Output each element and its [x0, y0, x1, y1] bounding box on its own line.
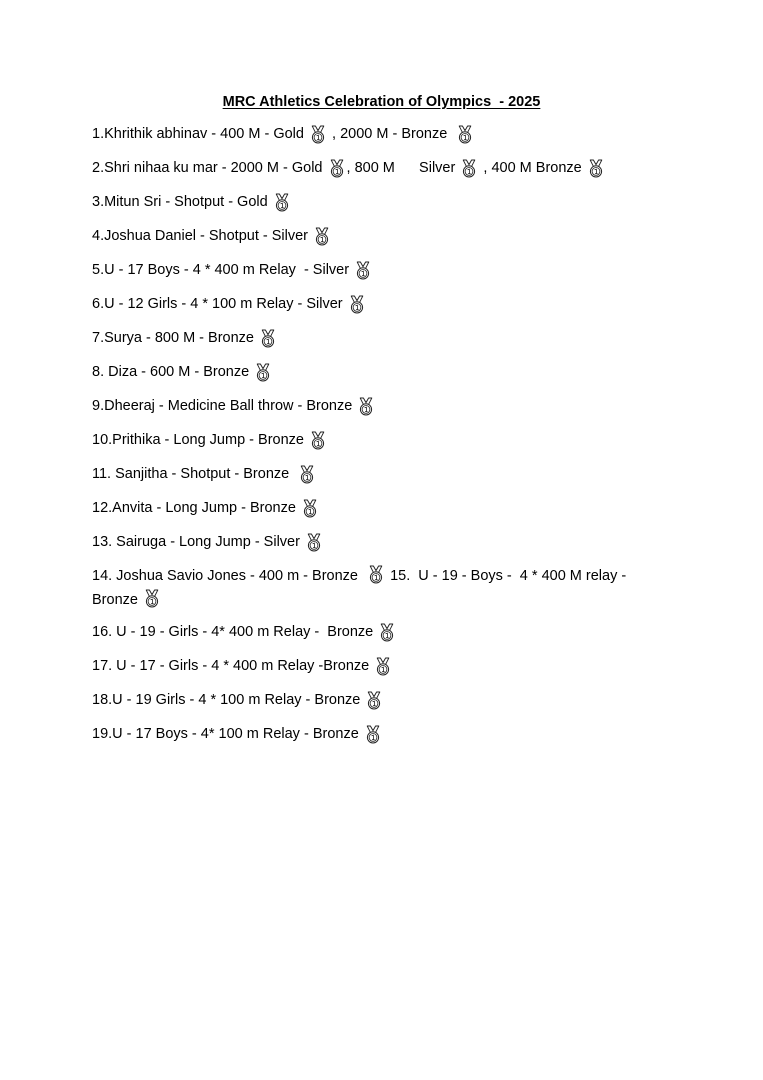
result-text: 4.Joshua Daniel - Shotput - Silver — [92, 228, 313, 244]
result-line — [92, 622, 692, 642]
result-text: 2.Shri nihaa ku mar - 2000 M - Gold — [92, 160, 327, 176]
medal-icon — [588, 159, 604, 178]
result-text: 1.Khrithik abhinav - 400 M - Gold — [92, 126, 308, 142]
result-line — [92, 260, 692, 280]
medal-icon — [366, 691, 382, 710]
medal-icon — [255, 363, 271, 382]
medal-icon — [306, 533, 322, 552]
document-title — [0, 93, 763, 111]
result-line — [92, 226, 692, 246]
medal-icon — [379, 623, 395, 642]
medal-icon — [457, 125, 473, 144]
medal-icon — [329, 159, 345, 178]
medal-icon — [365, 725, 381, 744]
result-line — [92, 498, 692, 518]
result-text: 18.U - 19 Girls - 4 * 100 m Relay - Bronze — [92, 692, 365, 708]
medal-icon — [260, 329, 276, 348]
result-text: 15. U - 19 - Boys - 4 * 400 M relay - Bronze — [92, 568, 631, 608]
result-text: 3.Mitun Sri - Shotput - Gold — [92, 194, 272, 210]
result-line — [92, 192, 692, 212]
result-line — [92, 464, 692, 484]
result-line — [92, 124, 692, 144]
result-text: 7.Surya - 800 M - Bronze — [92, 330, 259, 346]
result-line — [92, 564, 667, 612]
medal-icon — [274, 193, 290, 212]
medal-icon — [144, 589, 160, 608]
result-line — [92, 532, 692, 552]
result-text: , 800 M Silver — [346, 160, 460, 176]
medal-icon — [461, 159, 477, 178]
result-text: 8. Diza - 600 M - Bronze — [92, 364, 254, 380]
medal-icon — [349, 295, 365, 314]
medal-icon — [358, 397, 374, 416]
medal-icon — [310, 431, 326, 450]
medal-icon — [302, 499, 318, 518]
result-line — [92, 430, 692, 450]
result-text: 12.Anvita - Long Jump - Bronze — [92, 500, 300, 516]
document-title-text: MRC Athletics Celebration of Olympics - 2025 — [222, 94, 541, 110]
result-text: 5.U - 17 Boys - 4 * 400 m Relay - Silver — [92, 262, 354, 278]
result-text: , 400 M Bronze — [479, 160, 586, 176]
result-line — [92, 328, 692, 348]
result-line — [92, 158, 692, 178]
result-text: 13. Sairuga - Long Jump - Silver — [92, 534, 304, 550]
results-list — [92, 124, 692, 758]
medal-icon — [299, 465, 315, 484]
result-text: 11. Sanjitha - Shotput - Bronze — [92, 466, 298, 482]
result-line — [92, 396, 692, 416]
result-text: , 2000 M - Bronze — [328, 126, 456, 142]
result-line — [92, 724, 692, 744]
result-line — [92, 294, 692, 314]
medal-icon — [314, 227, 330, 246]
result-line — [92, 656, 692, 676]
medal-icon — [310, 125, 326, 144]
result-text: 14. Joshua Savio Jones - 400 m - Bronze — [92, 568, 367, 584]
medal-icon — [375, 657, 391, 676]
result-text: 16. U - 19 - Girls - 4* 400 m Relay - Bronze — [92, 624, 378, 640]
result-text: 9.Dheeraj - Medicine Ball throw - Bronze — [92, 398, 357, 414]
result-line — [92, 362, 692, 382]
result-text: 6.U - 12 Girls - 4 * 100 m Relay - Silver — [92, 296, 347, 312]
result-text: 19.U - 17 Boys - 4* 100 m Relay - Bronze — [92, 726, 363, 742]
result-text: 10.Prithika - Long Jump - Bronze — [92, 432, 308, 448]
result-text: 17. U - 17 - Girls - 4 * 400 m Relay -Bronze — [92, 658, 374, 674]
medal-icon — [368, 565, 384, 584]
medal-icon — [355, 261, 371, 280]
result-line — [92, 690, 692, 710]
